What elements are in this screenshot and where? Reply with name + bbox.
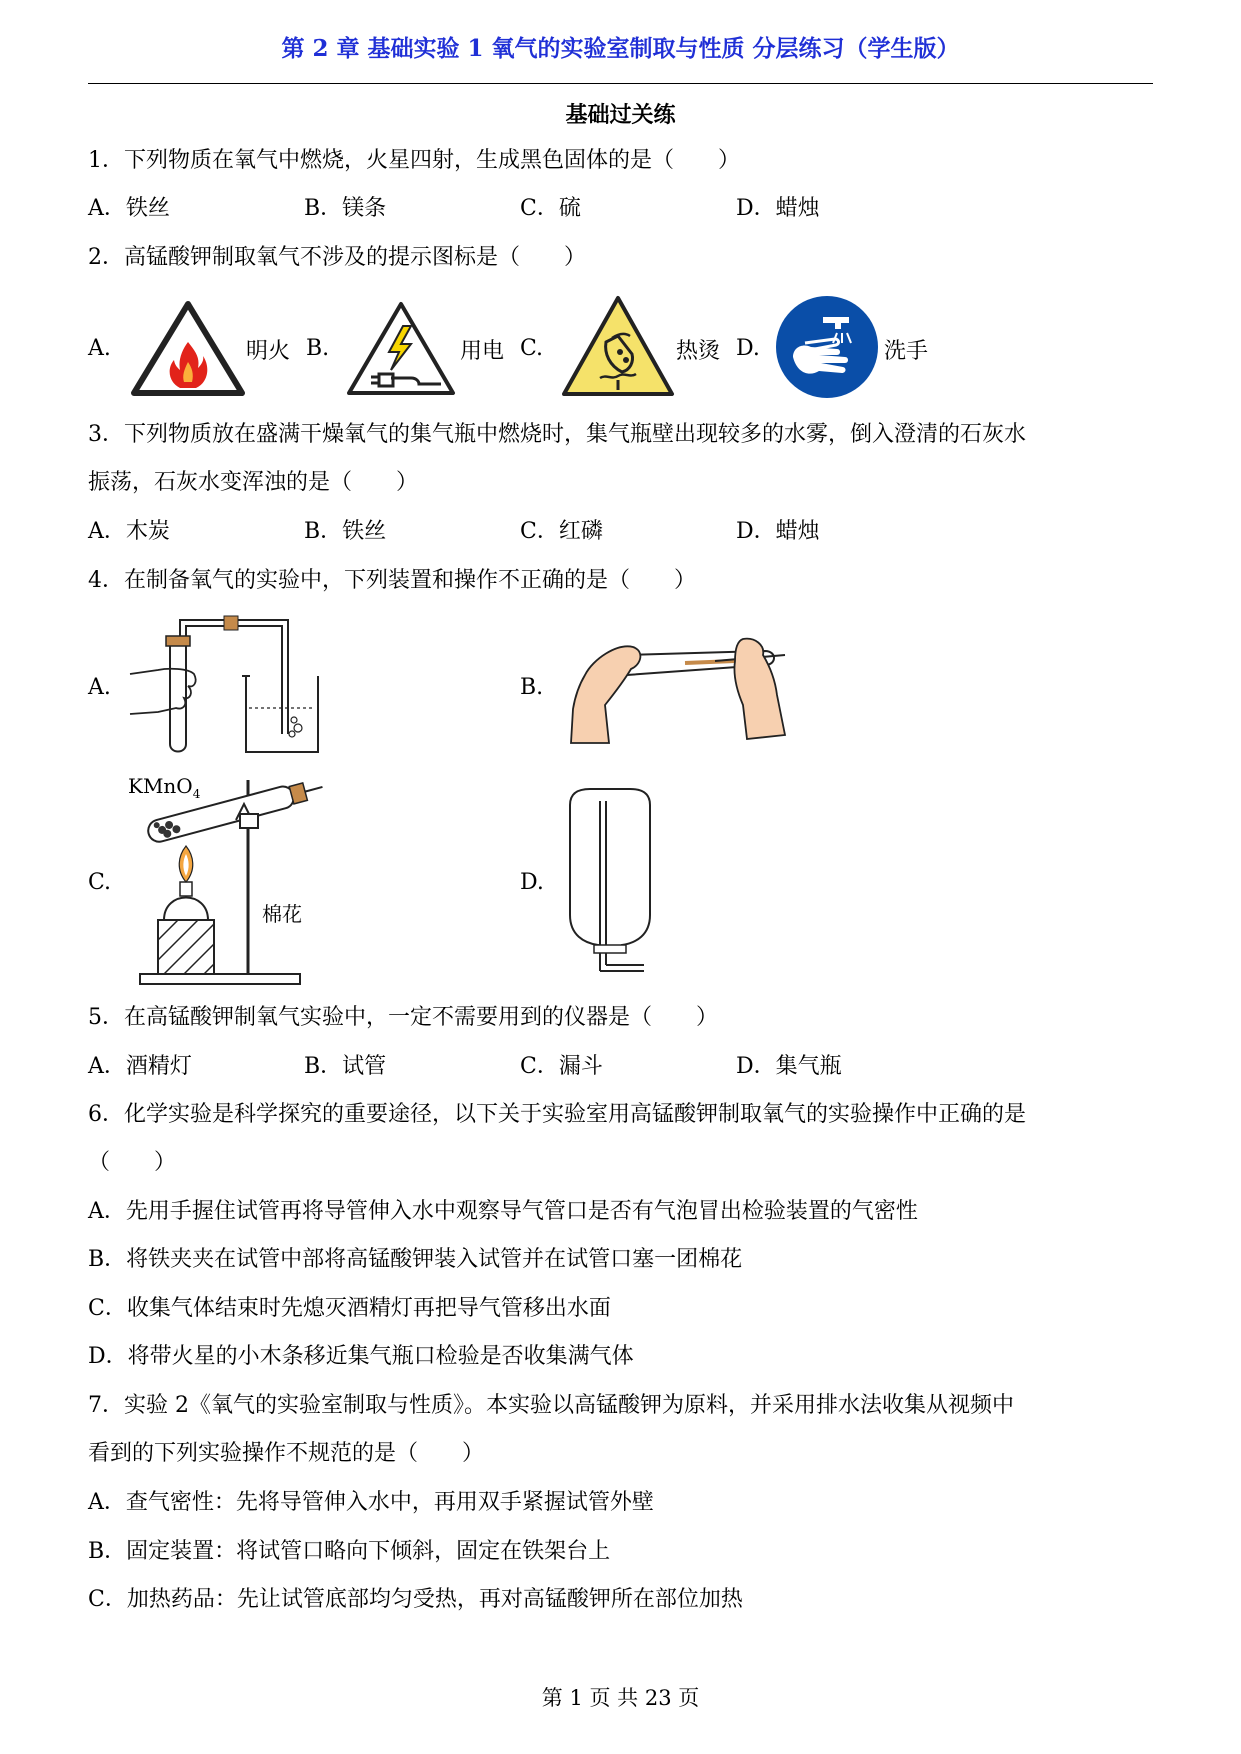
wash-hands-icon xyxy=(775,295,880,400)
q6-option-a: A．先用手握住试管再将导管伸入水中观察导气管口是否有气泡冒出检验装置的气密性 xyxy=(88,1199,918,1224)
q5-option-a: A．酒精灯 xyxy=(88,1054,192,1079)
q2-label-electricity: 用电 xyxy=(460,339,505,364)
airtightness-check-figure xyxy=(128,612,328,762)
q6-option-b: B．将铁夹夹在试管中部将高锰酸钾装入试管并在试管口塞一团棉花 xyxy=(88,1247,743,1272)
q4-option-b: B. xyxy=(520,675,544,700)
q1-option-b: B．镁条 xyxy=(304,196,387,221)
question-1-stem: 1．下列物质在氧气中燃烧，火星四射，生成黑色固体的是（ ） xyxy=(88,148,740,173)
q2-option-a: A. xyxy=(88,336,111,361)
q5-option-d: D．集气瓶 xyxy=(736,1054,842,1079)
q7-option-b: B．固定装置：将试管口略向下倾斜，固定在铁架台上 xyxy=(88,1539,611,1564)
question-7-stem-line1: 7．实验 2《氧气的实验室制取与性质》。本实验以高锰酸钾为原料，并采用排水法收集从视频中 xyxy=(88,1393,1014,1418)
q7-option-c: C．加热药品：先让试管底部均匀受热，再对高锰酸钾所在部位加热 xyxy=(88,1587,743,1612)
question-6-stem-line2: （ ） xyxy=(88,1150,177,1175)
q5-option-b: B．试管 xyxy=(304,1054,387,1079)
q4-option-a: A. xyxy=(88,675,111,700)
question-4-stem: 4．在制备氧气的实验中，下列装置和操作不正确的是（ ） xyxy=(88,568,696,593)
q7-option-a: A．查气密性：先将导管伸入水中，再用双手紧握试管外壁 xyxy=(88,1490,654,1515)
hot-surface-warning-icon xyxy=(560,294,676,399)
q3-option-b: B．铁丝 xyxy=(304,519,387,544)
question-3-stem-line1: 3．下列物质放在盛满干燥氧气的集气瓶中燃烧时，集气瓶壁出现较多的水雾，倒入澄清的石灰水 xyxy=(88,422,1027,447)
q2-option-b: B. xyxy=(306,336,330,361)
q2-label-wash-hands: 洗手 xyxy=(884,339,929,364)
q2-option-c: C. xyxy=(520,336,544,361)
question-3-stem-line2: 振荡，石灰水变浑浊的是（ ） xyxy=(88,470,419,495)
q3-option-a: A．木炭 xyxy=(88,519,170,544)
q4-option-d: D. xyxy=(520,870,544,895)
q5-option-c: C．漏斗 xyxy=(520,1054,603,1079)
question-6-stem-line1: 6．化学实验是科学探究的重要途径，以下关于实验室用高锰酸钾制取氧气的实验操作中正确的是 xyxy=(88,1102,1027,1127)
q1-option-a: A．铁丝 xyxy=(88,196,170,221)
q1-option-c: C．硫 xyxy=(520,196,581,221)
q2-label-open-flame: 明火 xyxy=(246,339,291,364)
q6-option-d: D．将带火星的小木条移近集气瓶口检验是否收集满气体 xyxy=(88,1344,634,1369)
kmno4-label: KMnO$_4$ xyxy=(128,774,201,801)
q6-option-c: C．收集气体结束时先熄灭酒精灯再把导气管移出水面 xyxy=(88,1296,611,1321)
fire-warning-icon xyxy=(130,300,246,397)
q2-label-hot: 热烫 xyxy=(676,339,721,364)
gas-bottle-figure xyxy=(560,785,660,975)
header-divider xyxy=(88,83,1153,84)
test-tube-handling-figure xyxy=(565,635,805,750)
q3-option-d: D．蜡烛 xyxy=(736,519,820,544)
question-5-stem: 5．在高锰酸钾制氧气实验中，一定不需要用到的仪器是（ ） xyxy=(88,1005,718,1030)
electricity-warning-icon xyxy=(345,300,457,397)
section-title: 基础过关练 xyxy=(565,102,676,128)
q4-option-c: C. xyxy=(88,870,112,895)
page-footer: 第 1 页 共 23 页 xyxy=(541,1686,700,1710)
question-7-stem-line2: 看到的下列实验操作不规范的是（ ） xyxy=(88,1441,485,1466)
q3-option-c: C．红磷 xyxy=(520,519,603,544)
kmno4-heating-apparatus-figure xyxy=(128,770,328,990)
q1-option-d: D．蜡烛 xyxy=(736,196,820,221)
q2-option-d: D. xyxy=(736,336,760,361)
cotton-label: 棉花 xyxy=(262,902,302,926)
page-header: 第 2 章 基础实验 1 氧气的实验室制取与性质 分层练习（学生版） xyxy=(281,35,960,62)
question-2-stem: 2．高锰酸钾制取氧气不涉及的提示图标是（ ） xyxy=(88,245,586,270)
